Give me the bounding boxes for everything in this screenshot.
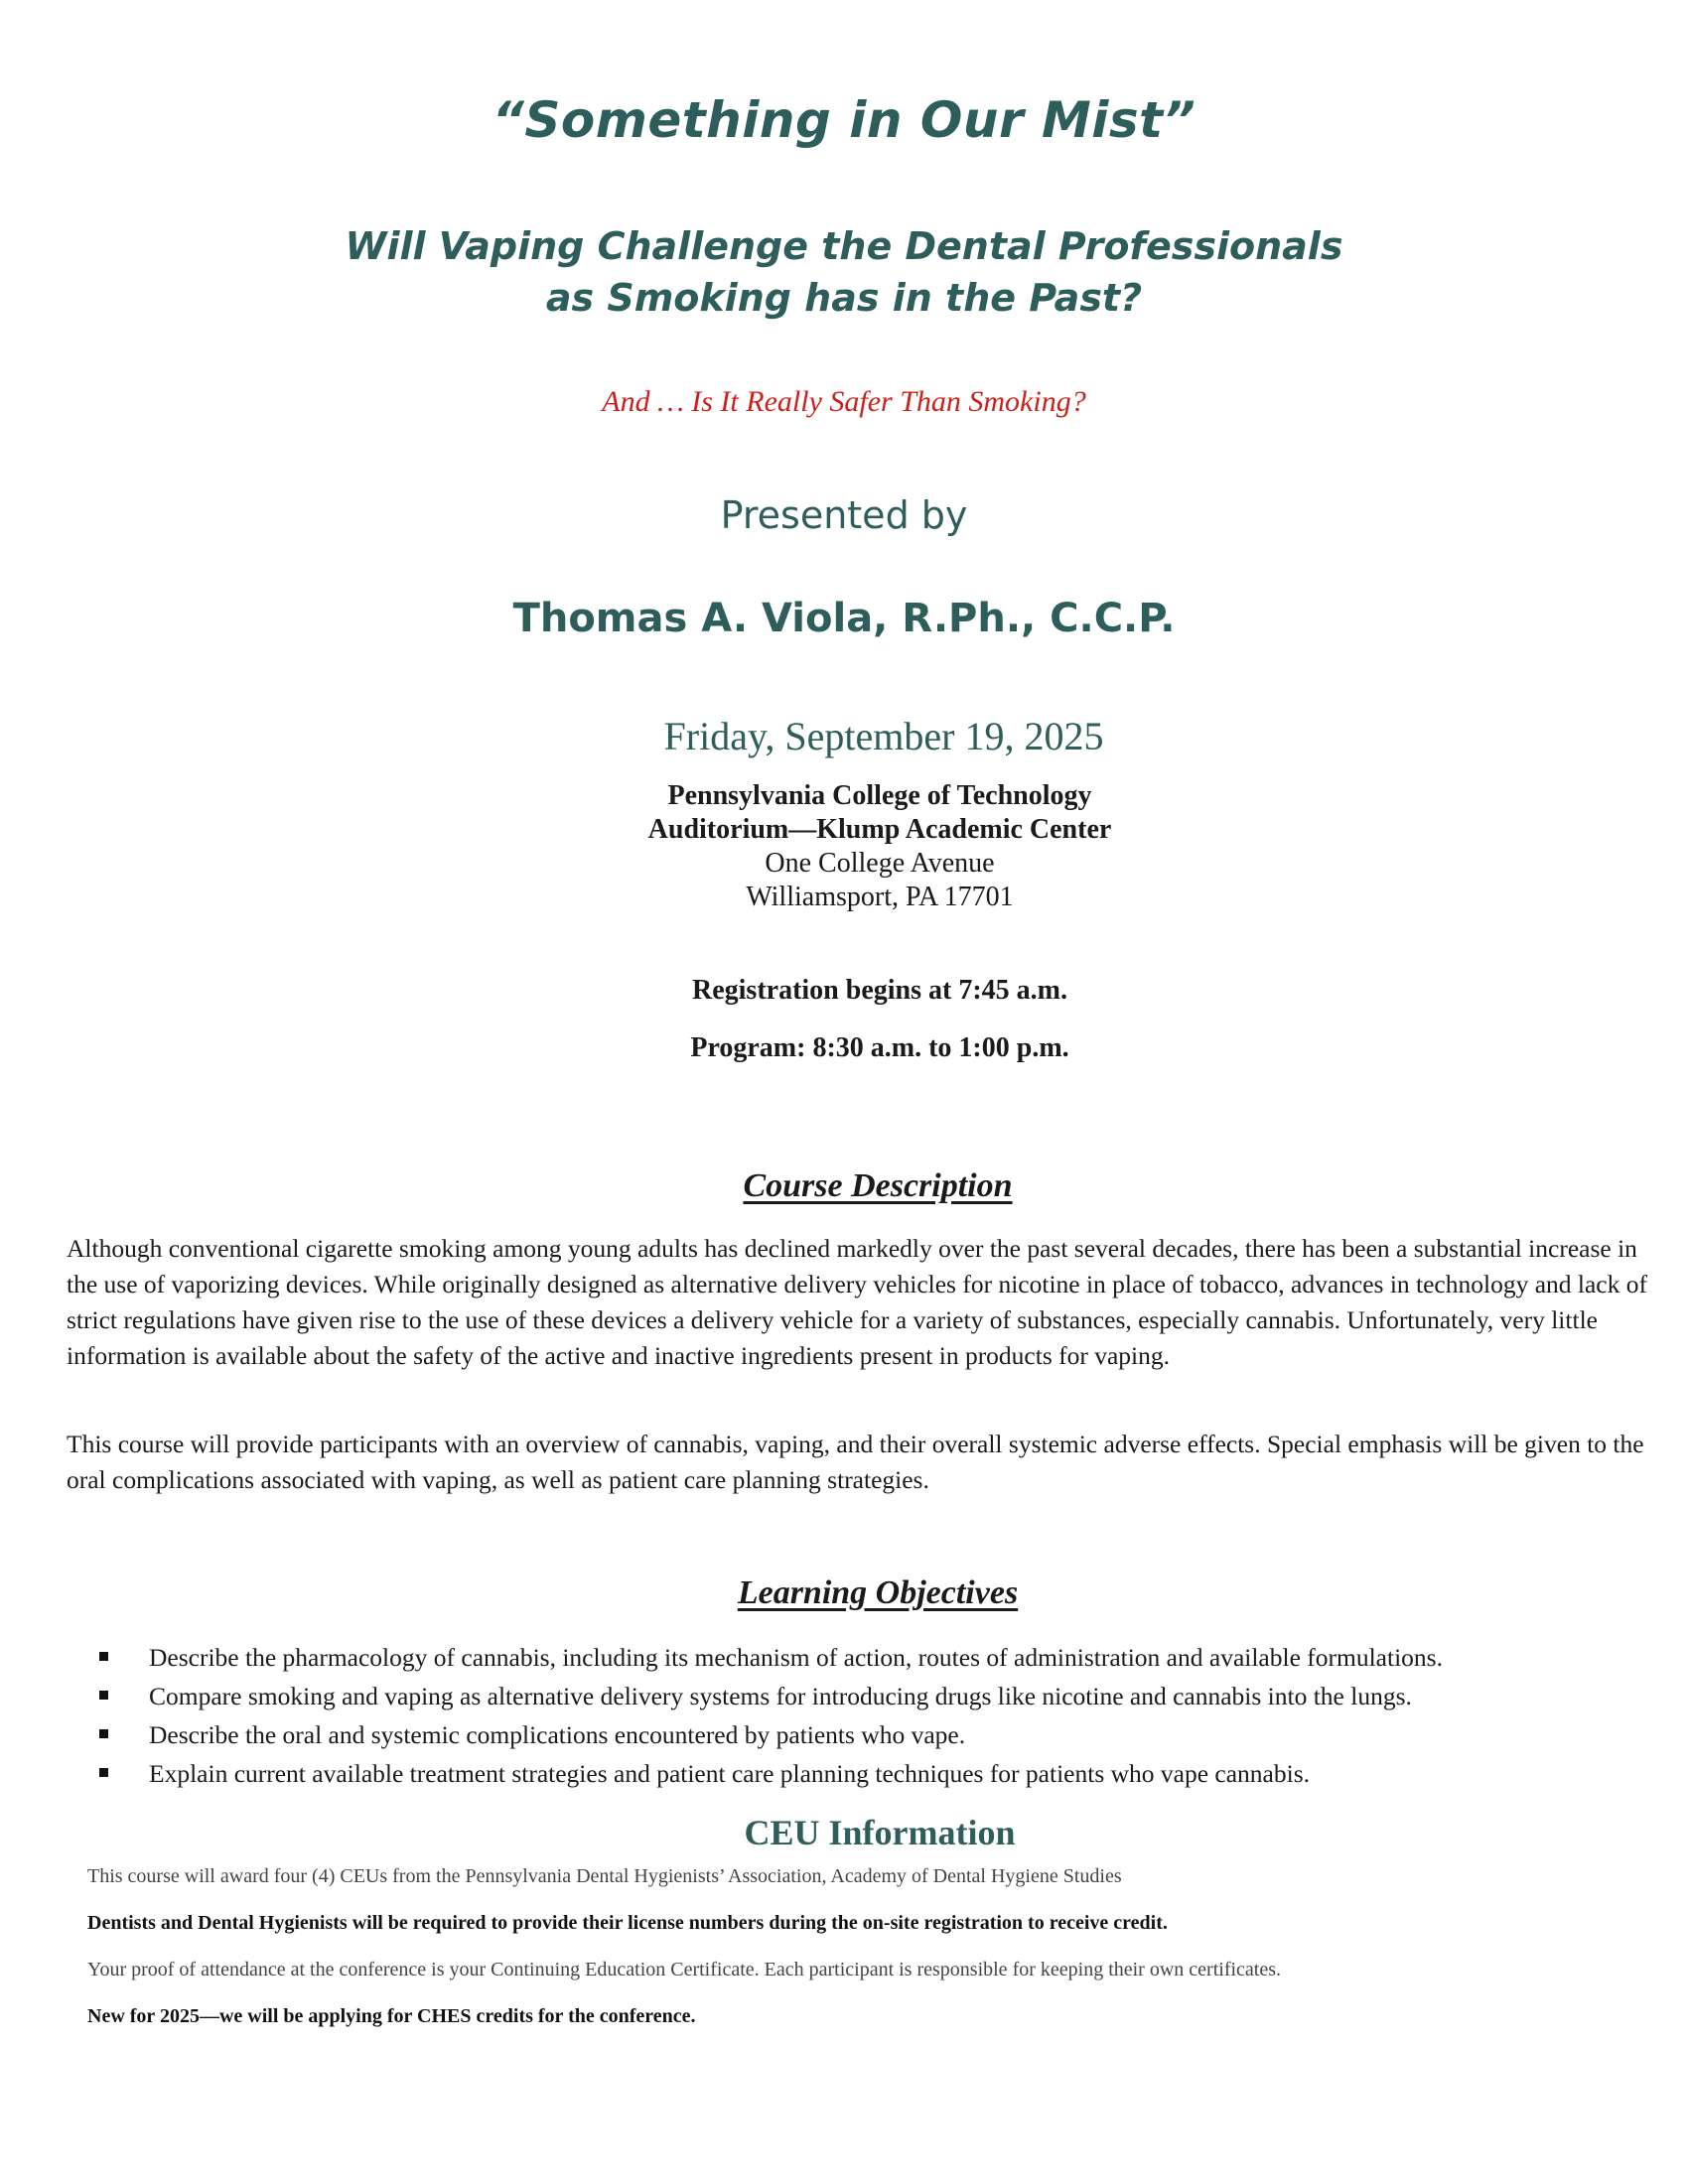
objective-text: Describe the oral and systemic complications encountered by patients who vape. [149, 1720, 966, 1749]
bullet-icon [99, 1729, 108, 1738]
bullet-icon [99, 1652, 108, 1661]
registration-time: Registration begins at 7:45 a.m. [692, 975, 1067, 1006]
list-item [99, 1754, 1648, 1793]
ceu-line-4: New for 2025—we will be applying for CHES credits for the conference. [87, 2005, 696, 2027]
ceu-line-2: Dentists and Dental Hygienists will be required to provide their license numbers during the on-site registration to receive credit. [87, 1912, 1168, 1934]
subtitle-line-1: Will Vaping Challenge the Dental Professionals [345, 224, 1343, 268]
list-item [99, 1677, 1648, 1715]
bullet-icon [99, 1768, 108, 1777]
presented-by: Presented by [720, 493, 968, 537]
subtitle-line-2: as Smoking has in the Past? [545, 276, 1143, 320]
learning-objectives-list [99, 1638, 1648, 1793]
ceu-heading: CEU Information [744, 1813, 1016, 1852]
tagline: And … Is It Really Safer Than Smoking? [602, 385, 1086, 418]
address-street: One College Avenue [765, 848, 995, 879]
page-title: “Something in Our Mist” [492, 91, 1196, 149]
presenter-name: Thomas A. Viola, R.Ph., C.C.P. [512, 596, 1176, 641]
list-item [99, 1715, 1648, 1754]
learning-objectives-heading: Learning Objectives [737, 1574, 1019, 1611]
venue-name: Pennsylvania College of Technology [667, 780, 1092, 811]
objective-text: Compare smoking and vaping as alternative delivery systems for introducing drugs like nicotine and cannabis into the lungs. [149, 1682, 1412, 1710]
course-description-paragraph-1: Although conventional cigarette smoking among young adults has declined markedly over the past several decades, there has been a substantial increase in the use of vaporizing devices. While originally designed as alternative delivery vehicles for nicotine in place of tobacco, advances in technology and lack of strict regulations have given rise to the use of these devices a delivery vehicle for a variety of substances, especially cannabis. Unfortunately, very little information is available about the safety of the active and inactive ingredients present in products for vaping. [67, 1234, 1647, 1370]
objective-text: Describe the pharmacology of cannabis, including its mechanism of action, routes of administration and available formulations. [149, 1643, 1443, 1672]
objective-text: Explain current available treatment strategies and patient care planning techniques for patients who vape cannabis. [149, 1759, 1311, 1788]
course-description-heading: Course Description [743, 1167, 1013, 1204]
address-city: Williamsport, PA 17701 [746, 882, 1014, 912]
venue-block [36, 779, 1688, 914]
program-time: Program: 8:30 a.m. to 1:00 p.m. [690, 1032, 1069, 1063]
venue-room: Auditorium—Klump Academic Center [647, 814, 1112, 845]
bullet-icon [99, 1691, 108, 1700]
subtitle [0, 220, 1688, 324]
list-item [99, 1638, 1648, 1677]
ceu-line-1: This course will award four (4) CEUs from the Pennsylvania Dental Hygienists’ Association, Academy of Dental Hygiene Studies [87, 1865, 1122, 1887]
course-description-paragraph-2: This course will provide participants with an overview of cannabis, vaping, and their overall systemic adverse effects. Special emphasis will be given to the oral complications associated with vaping, as well as patient care planning strategies. [67, 1430, 1644, 1494]
event-date: Friday, September 19, 2025 [663, 714, 1104, 758]
ceu-line-3: Your proof of attendance at the conference is your Continuing Education Certificate. Each participant is responsible for keeping their own certificates. [87, 1959, 1282, 1980]
